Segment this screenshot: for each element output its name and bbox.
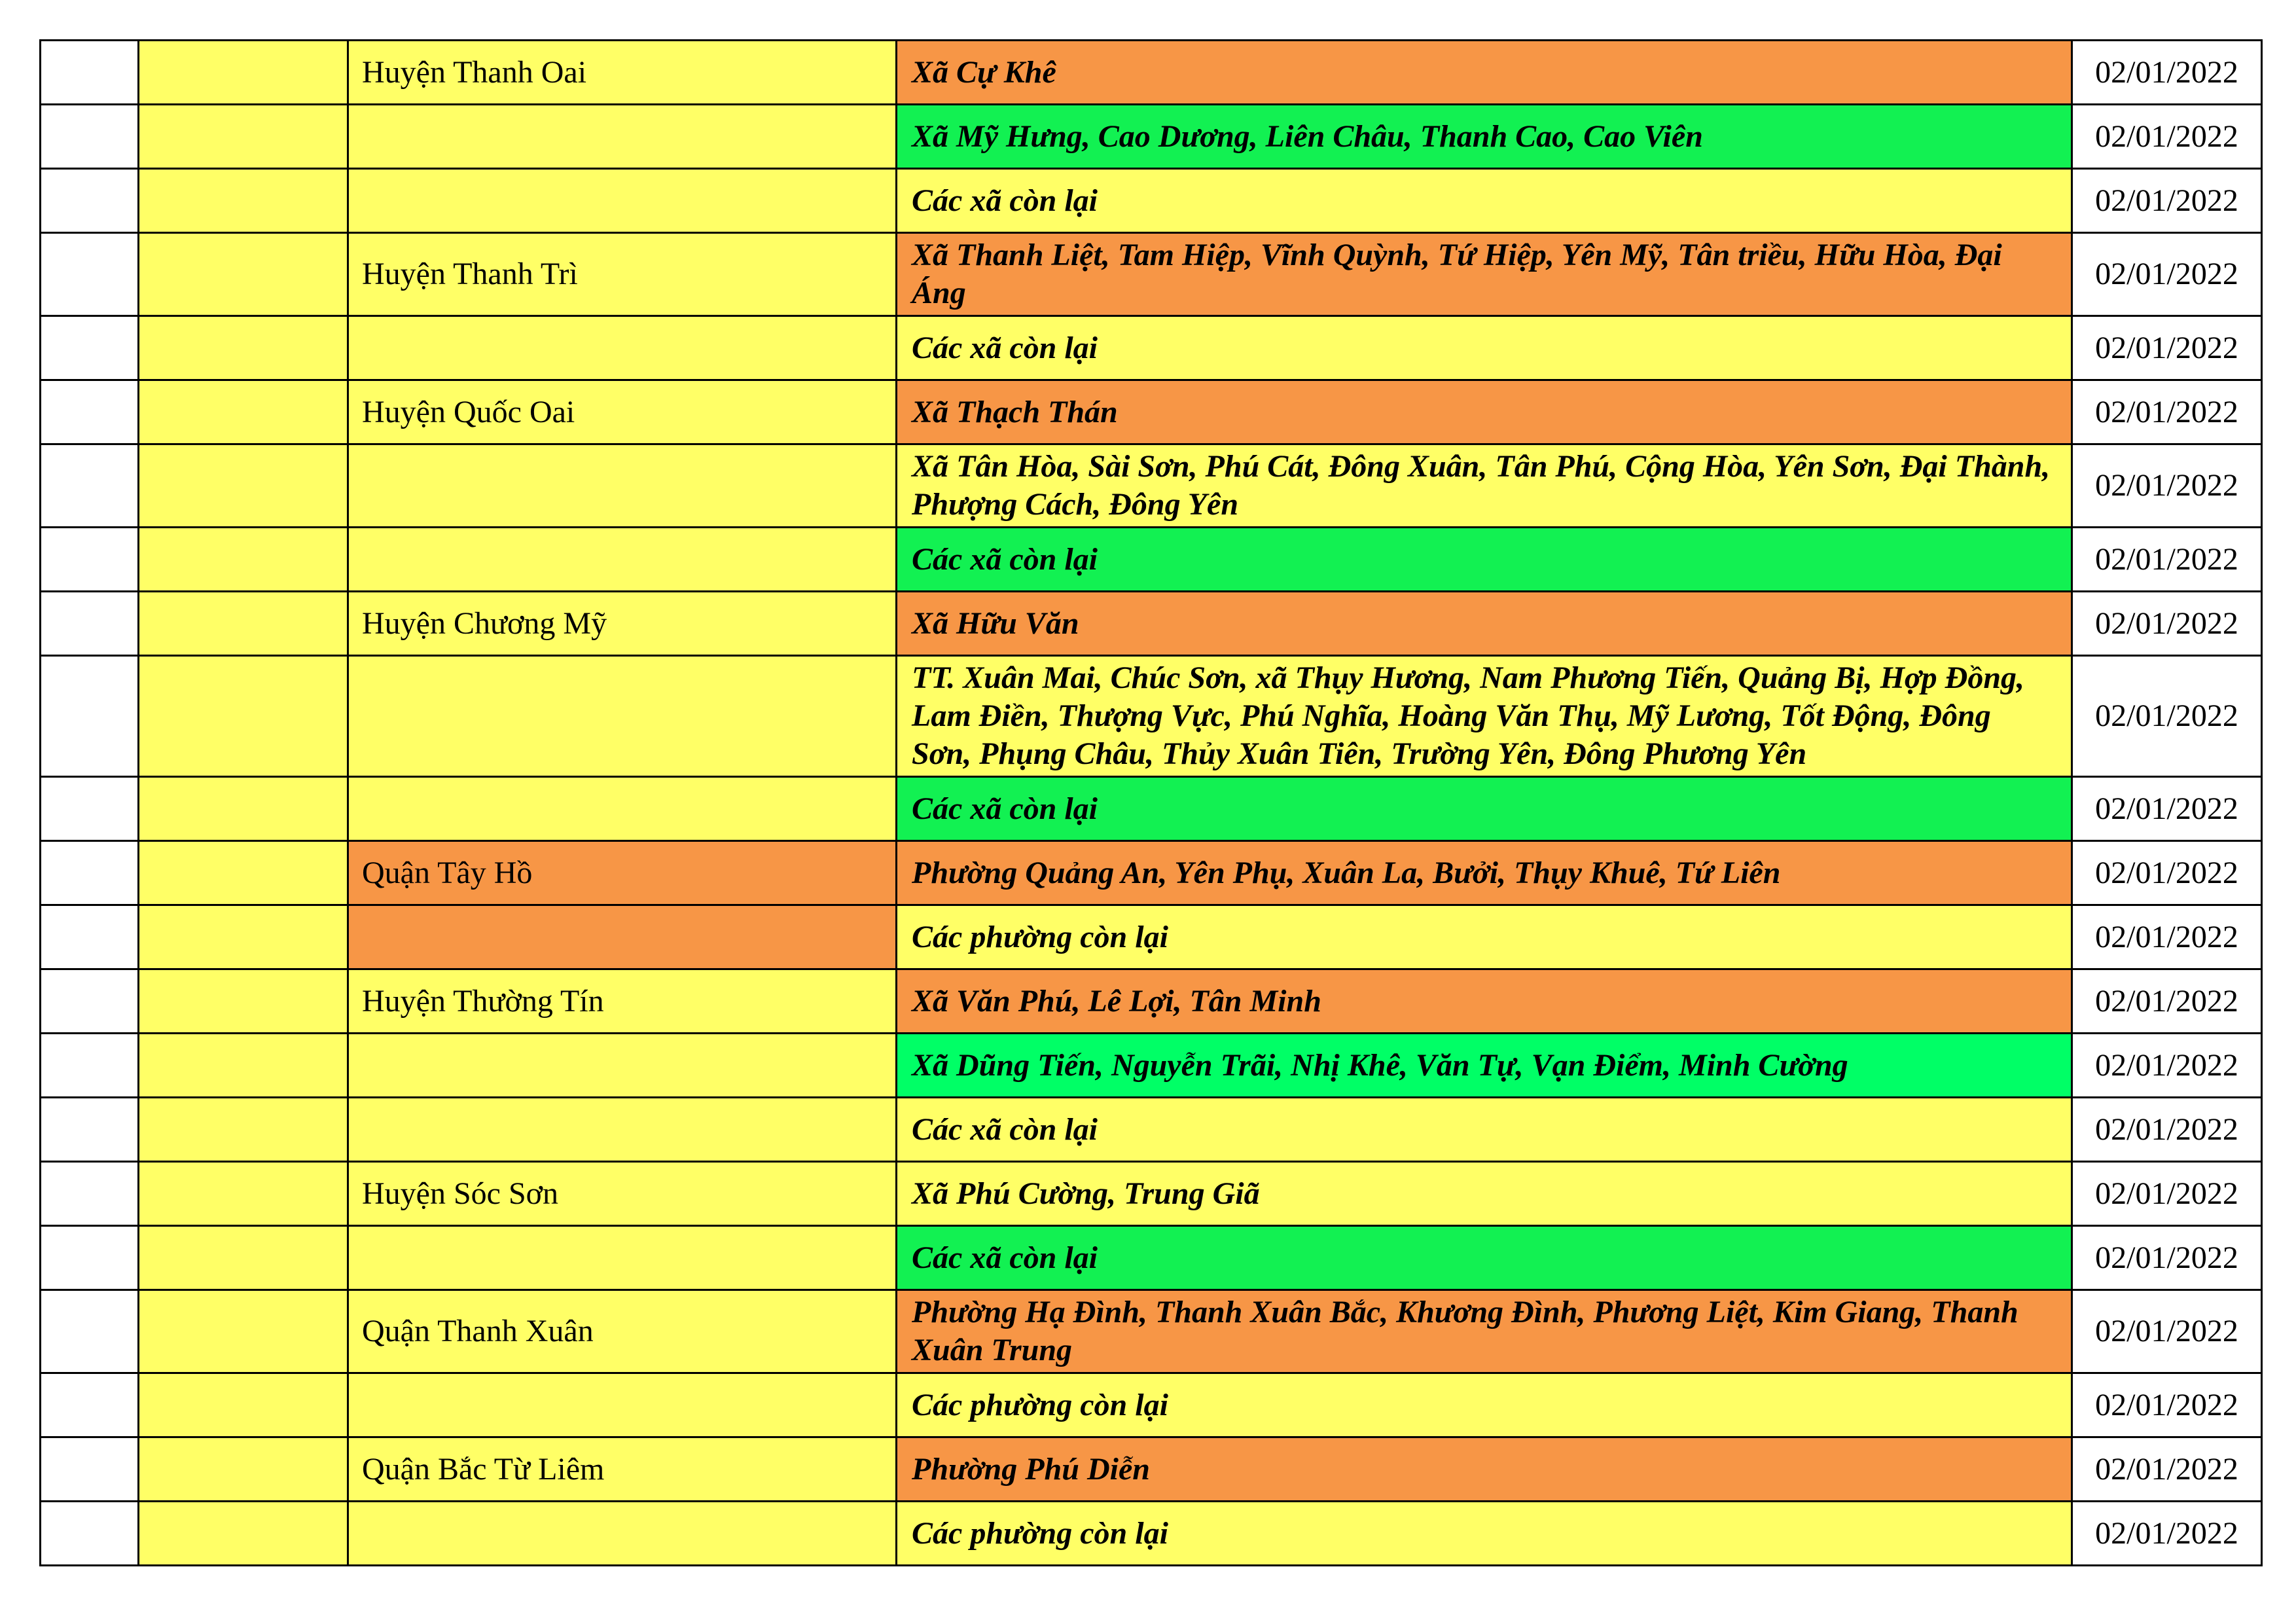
date-cell: 02/01/2022: [2072, 1162, 2262, 1226]
date-cell: 02/01/2022: [2072, 777, 2262, 841]
group-cell: [139, 592, 348, 656]
table-row: [41, 444, 2262, 528]
group-cell: [139, 969, 348, 1034]
date-cell: 02/01/2022: [2072, 169, 2262, 233]
district-cell: Quận Bắc Từ Liêm: [348, 1437, 897, 1502]
district-cell: Huyện Chương Mỹ: [348, 592, 897, 656]
date-cell: 02/01/2022: [2072, 528, 2262, 592]
index-cell: [41, 1162, 139, 1226]
index-cell: [41, 41, 139, 105]
table-row: [41, 1034, 2262, 1098]
date-cell: 02/01/2022: [2072, 1226, 2262, 1290]
group-cell: [139, 777, 348, 841]
table-row: [41, 169, 2262, 233]
table-row: [41, 1226, 2262, 1290]
index-cell: [41, 1373, 139, 1437]
area-cell: Các xã còn lại: [897, 169, 2072, 233]
date-cell: 02/01/2022: [2072, 905, 2262, 969]
district-cell: [348, 1226, 897, 1290]
index-cell: [41, 444, 139, 528]
table-row: [41, 1373, 2262, 1437]
area-cell: Phường Quảng An, Yên Phụ, Xuân La, Bưởi, Thụy Khuê, Tứ Liên: [897, 841, 2072, 905]
area-cell: Các xã còn lại: [897, 1226, 2072, 1290]
area-cell: Xã Phú Cường, Trung Giã: [897, 1162, 2072, 1226]
table-row: [41, 592, 2262, 656]
table-row: [41, 380, 2262, 444]
area-cell: Xã Hữu Văn: [897, 592, 2072, 656]
risk-level-table: [39, 39, 2263, 1566]
district-cell: Quận Thanh Xuân: [348, 1290, 897, 1373]
table-body: [41, 41, 2262, 1566]
group-cell: [139, 1290, 348, 1373]
date-cell: 02/01/2022: [2072, 1098, 2262, 1162]
area-cell: Phường Hạ Đình, Thanh Xuân Bắc, Khương Đình, Phương Liệt, Kim Giang, Thanh Xuân Trung: [897, 1290, 2072, 1373]
date-cell: 02/01/2022: [2072, 1373, 2262, 1437]
index-cell: [41, 528, 139, 592]
index-cell: [41, 1226, 139, 1290]
table-row: [41, 1162, 2262, 1226]
district-cell: [348, 1502, 897, 1566]
table-row: [41, 969, 2262, 1034]
date-cell: 02/01/2022: [2072, 380, 2262, 444]
index-cell: [41, 1290, 139, 1373]
date-cell: 02/01/2022: [2072, 841, 2262, 905]
district-cell: [348, 777, 897, 841]
table-row: [41, 41, 2262, 105]
district-cell: [348, 444, 897, 528]
district-cell: [348, 1034, 897, 1098]
district-cell: Huyện Thanh Oai: [348, 41, 897, 105]
date-cell: 02/01/2022: [2072, 1437, 2262, 1502]
group-cell: [139, 841, 348, 905]
group-cell: [139, 233, 348, 316]
area-cell: Các phường còn lại: [897, 1373, 2072, 1437]
date-cell: 02/01/2022: [2072, 444, 2262, 528]
table-row: [41, 316, 2262, 380]
district-cell: Quận Tây Hồ: [348, 841, 897, 905]
area-cell: Xã Tân Hòa, Sài Sơn, Phú Cát, Đông Xuân, Tân Phú, Cộng Hòa, Yên Sơn, Đại Thành, Phượng Cách, Đông Yên: [897, 444, 2072, 528]
date-cell: 02/01/2022: [2072, 1290, 2262, 1373]
district-cell: [348, 316, 897, 380]
group-cell: [139, 380, 348, 444]
group-cell: [139, 1502, 348, 1566]
index-cell: [41, 841, 139, 905]
district-cell: [348, 105, 897, 169]
index-cell: [41, 169, 139, 233]
date-cell: 02/01/2022: [2072, 316, 2262, 380]
index-cell: [41, 380, 139, 444]
date-cell: 02/01/2022: [2072, 233, 2262, 316]
group-cell: [139, 1226, 348, 1290]
group-cell: [139, 1162, 348, 1226]
district-cell: Huyện Thường Tín: [348, 969, 897, 1034]
date-cell: 02/01/2022: [2072, 105, 2262, 169]
date-cell: 02/01/2022: [2072, 656, 2262, 777]
area-cell: Các phường còn lại: [897, 1502, 2072, 1566]
area-cell: Các xã còn lại: [897, 528, 2072, 592]
table-row: [41, 528, 2262, 592]
group-cell: [139, 1034, 348, 1098]
group-cell: [139, 316, 348, 380]
group-cell: [139, 169, 348, 233]
group-cell: [139, 1437, 348, 1502]
date-cell: 02/01/2022: [2072, 969, 2262, 1034]
table-row: [41, 1098, 2262, 1162]
index-cell: [41, 233, 139, 316]
area-cell: Các xã còn lại: [897, 777, 2072, 841]
table-row: [41, 1290, 2262, 1373]
group-cell: [139, 444, 348, 528]
table-row: [41, 233, 2262, 316]
group-cell: [139, 528, 348, 592]
date-cell: 02/01/2022: [2072, 1034, 2262, 1098]
area-cell: Xã Cự Khê: [897, 41, 2072, 105]
district-cell: [348, 1098, 897, 1162]
table-row: [41, 1437, 2262, 1502]
index-cell: [41, 1098, 139, 1162]
area-cell: Phường Phú Diễn: [897, 1437, 2072, 1502]
index-cell: [41, 1502, 139, 1566]
table-row: [41, 1502, 2262, 1566]
district-cell: Huyện Thanh Trì: [348, 233, 897, 316]
area-cell: Xã Thanh Liệt, Tam Hiệp, Vĩnh Quỳnh, Tứ Hiệp, Yên Mỹ, Tân triều, Hữu Hòa, Đại Áng: [897, 233, 2072, 316]
group-cell: [139, 656, 348, 777]
district-cell: [348, 528, 897, 592]
group-cell: [139, 1373, 348, 1437]
index-cell: [41, 1437, 139, 1502]
area-cell: TT. Xuân Mai, Chúc Sơn, xã Thụy Hương, Nam Phương Tiến, Quảng Bị, Hợp Đồng, Lam Điền, Thượng Vực, Phú Nghĩa, Hoàng Văn Thụ, Mỹ Lương, Tốt Động, Đông Sơn, Phụng Châu, Thủy Xuân Tiên, Trường Yên, Đông Phương Yên: [897, 656, 2072, 777]
district-cell: [348, 656, 897, 777]
table-row: [41, 841, 2262, 905]
date-cell: 02/01/2022: [2072, 41, 2262, 105]
table-row: [41, 105, 2262, 169]
date-cell: 02/01/2022: [2072, 592, 2262, 656]
area-cell: Các phường còn lại: [897, 905, 2072, 969]
area-cell: Các xã còn lại: [897, 316, 2072, 380]
group-cell: [139, 905, 348, 969]
index-cell: [41, 316, 139, 380]
index-cell: [41, 777, 139, 841]
district-cell: Huyện Sóc Sơn: [348, 1162, 897, 1226]
area-cell: Xã Mỹ Hưng, Cao Dương, Liên Châu, Thanh Cao, Cao Viên: [897, 105, 2072, 169]
table-row: [41, 656, 2262, 777]
group-cell: [139, 41, 348, 105]
area-cell: Xã Văn Phú, Lê Lợi, Tân Minh: [897, 969, 2072, 1034]
index-cell: [41, 969, 139, 1034]
group-cell: [139, 105, 348, 169]
date-cell: 02/01/2022: [2072, 1502, 2262, 1566]
group-cell: [139, 1098, 348, 1162]
table-row: [41, 905, 2262, 969]
district-cell: [348, 1373, 897, 1437]
area-cell: Các xã còn lại: [897, 1098, 2072, 1162]
index-cell: [41, 1034, 139, 1098]
district-cell: [348, 905, 897, 969]
table-row: [41, 777, 2262, 841]
index-cell: [41, 105, 139, 169]
index-cell: [41, 592, 139, 656]
district-cell: [348, 169, 897, 233]
area-cell: Xã Dũng Tiến, Nguyễn Trãi, Nhị Khê, Văn Tự, Vạn Điểm, Minh Cường: [897, 1034, 2072, 1098]
index-cell: [41, 905, 139, 969]
index-cell: [41, 656, 139, 777]
district-cell: Huyện Quốc Oai: [348, 380, 897, 444]
area-cell: Xã Thạch Thán: [897, 380, 2072, 444]
